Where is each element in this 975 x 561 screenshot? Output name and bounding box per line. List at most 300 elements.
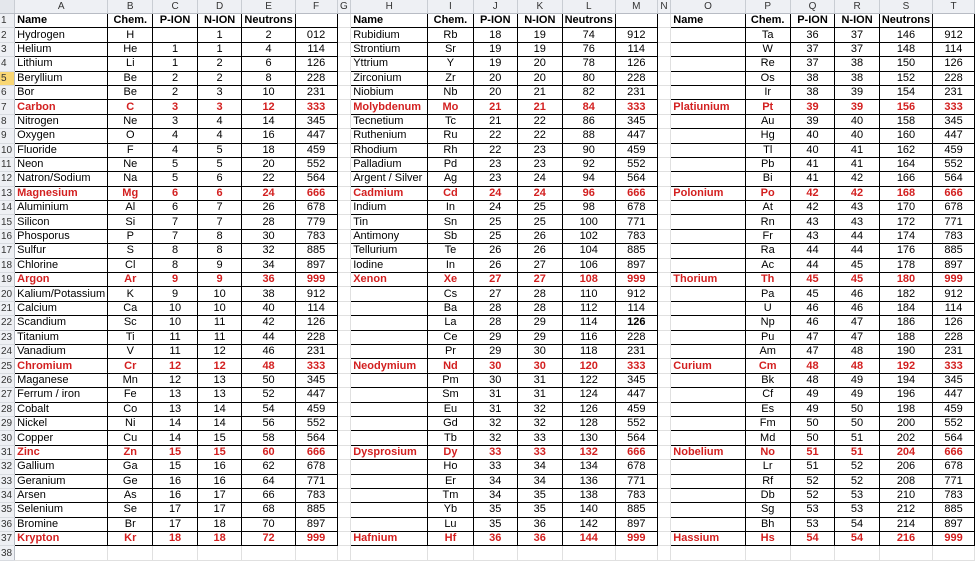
cell[interactable] bbox=[671, 488, 745, 502]
cell[interactable]: Br bbox=[108, 517, 153, 531]
cell[interactable]: 459 bbox=[933, 143, 975, 157]
cell[interactable]: 174 bbox=[879, 229, 932, 243]
empty-cell[interactable] bbox=[657, 431, 671, 445]
cell[interactable]: 5 bbox=[197, 157, 242, 171]
cell[interactable]: 41 bbox=[790, 157, 834, 171]
cell[interactable] bbox=[562, 546, 615, 560]
cell[interactable]: Carbon bbox=[15, 100, 108, 114]
cell[interactable]: Cs bbox=[428, 287, 473, 301]
cell[interactable]: Molybdenum bbox=[351, 100, 428, 114]
empty-cell[interactable] bbox=[657, 229, 671, 243]
empty-cell[interactable] bbox=[337, 172, 351, 186]
empty-cell[interactable] bbox=[337, 330, 351, 344]
cell[interactable]: Titanium bbox=[15, 330, 108, 344]
cell[interactable]: 106 bbox=[562, 258, 615, 272]
cell[interactable]: 28 bbox=[518, 301, 563, 315]
cell[interactable]: 26 bbox=[473, 244, 517, 258]
cell[interactable]: 178 bbox=[879, 258, 932, 272]
row-header[interactable]: 18 bbox=[0, 258, 15, 272]
cell[interactable]: 8 bbox=[153, 244, 197, 258]
empty-cell[interactable] bbox=[657, 532, 671, 546]
cell[interactable]: 216 bbox=[879, 532, 932, 546]
cell[interactable]: He bbox=[108, 42, 153, 56]
cell[interactable]: 3 bbox=[197, 85, 242, 99]
cell[interactable]: Tecnetium bbox=[351, 114, 428, 128]
row-header[interactable]: 6 bbox=[0, 85, 15, 99]
cell[interactable]: 152 bbox=[879, 71, 932, 85]
cell[interactable] bbox=[671, 172, 745, 186]
cell[interactable]: 6 bbox=[197, 172, 242, 186]
cell[interactable]: Tc bbox=[428, 114, 473, 128]
cell[interactable]: 228 bbox=[295, 330, 337, 344]
cell[interactable]: Arsen bbox=[15, 488, 108, 502]
cell[interactable] bbox=[351, 416, 428, 430]
cell[interactable]: 27 bbox=[518, 273, 563, 287]
empty-cell[interactable] bbox=[337, 532, 351, 546]
cell[interactable]: Chem. bbox=[428, 14, 473, 28]
empty-cell[interactable] bbox=[657, 460, 671, 474]
cell[interactable]: 29 bbox=[473, 344, 517, 358]
row-header[interactable]: 33 bbox=[0, 474, 15, 488]
cell[interactable]: Np bbox=[745, 316, 790, 330]
empty-cell[interactable] bbox=[657, 71, 671, 85]
cell[interactable]: 84 bbox=[562, 100, 615, 114]
cell[interactable]: Es bbox=[745, 402, 790, 416]
cell[interactable]: Argon bbox=[15, 273, 108, 287]
empty-cell[interactable] bbox=[657, 186, 671, 200]
cell[interactable]: 21 bbox=[518, 85, 563, 99]
cell[interactable] bbox=[671, 301, 745, 315]
cell[interactable]: Db bbox=[745, 488, 790, 502]
cell[interactable]: 45 bbox=[835, 258, 880, 272]
cell[interactable]: Ir bbox=[745, 85, 790, 99]
cell[interactable] bbox=[473, 546, 517, 560]
cell[interactable]: Rh bbox=[428, 143, 473, 157]
cell[interactable]: 678 bbox=[615, 201, 657, 215]
cell[interactable]: Lu bbox=[428, 517, 473, 531]
cell[interactable]: 26 bbox=[242, 201, 295, 215]
cell[interactable] bbox=[351, 402, 428, 416]
cell[interactable]: Sg bbox=[745, 503, 790, 517]
cell[interactable]: 231 bbox=[615, 85, 657, 99]
cell[interactable]: 45 bbox=[790, 273, 834, 287]
cell[interactable]: 21 bbox=[473, 114, 517, 128]
cell[interactable] bbox=[671, 71, 745, 85]
cell[interactable]: Sulfur bbox=[15, 244, 108, 258]
cell[interactable]: 678 bbox=[933, 460, 975, 474]
cell[interactable]: Y bbox=[428, 57, 473, 71]
cell[interactable]: 46 bbox=[790, 316, 834, 330]
cell[interactable]: Ca bbox=[108, 301, 153, 315]
cell[interactable]: 783 bbox=[295, 488, 337, 502]
cell[interactable] bbox=[428, 546, 473, 560]
cell[interactable]: 60 bbox=[242, 445, 295, 459]
cell[interactable] bbox=[518, 546, 563, 560]
cell[interactable]: 132 bbox=[562, 445, 615, 459]
cell[interactable]: 666 bbox=[933, 186, 975, 200]
cell[interactable]: 126 bbox=[295, 316, 337, 330]
cell[interactable]: 552 bbox=[615, 157, 657, 171]
cell[interactable]: 47 bbox=[835, 316, 880, 330]
cell[interactable]: 345 bbox=[615, 114, 657, 128]
cell[interactable]: 447 bbox=[615, 388, 657, 402]
row-header[interactable]: 4 bbox=[0, 57, 15, 71]
cell[interactable]: Gallium bbox=[15, 460, 108, 474]
cell[interactable]: Ga bbox=[108, 460, 153, 474]
cell[interactable]: 999 bbox=[295, 532, 337, 546]
cell[interactable]: 44 bbox=[835, 244, 880, 258]
cell[interactable]: Neodymium bbox=[351, 359, 428, 373]
cell[interactable]: 22 bbox=[473, 143, 517, 157]
cell[interactable]: 345 bbox=[933, 114, 975, 128]
cell[interactable]: La bbox=[428, 316, 473, 330]
cell[interactable]: 231 bbox=[933, 85, 975, 99]
cell[interactable]: Beryllium bbox=[15, 71, 108, 85]
cell[interactable]: Hassium bbox=[671, 532, 745, 546]
cell[interactable]: 39 bbox=[835, 100, 880, 114]
cell[interactable]: Ne bbox=[108, 114, 153, 128]
cell[interactable]: 11 bbox=[153, 330, 197, 344]
cell[interactable]: Co bbox=[108, 402, 153, 416]
cell[interactable]: Hafnium bbox=[351, 532, 428, 546]
empty-cell[interactable] bbox=[657, 287, 671, 301]
cell[interactable] bbox=[351, 488, 428, 502]
cell[interactable]: At bbox=[745, 201, 790, 215]
cell[interactable]: 912 bbox=[615, 28, 657, 42]
cell[interactable]: 47 bbox=[835, 330, 880, 344]
empty-cell[interactable] bbox=[657, 474, 671, 488]
cell[interactable] bbox=[351, 503, 428, 517]
cell[interactable]: 210 bbox=[879, 488, 932, 502]
cell[interactable]: 9 bbox=[153, 273, 197, 287]
cell[interactable]: 166 bbox=[879, 172, 932, 186]
cell[interactable]: 12 bbox=[153, 373, 197, 387]
row-header[interactable]: 12 bbox=[0, 172, 15, 186]
cell[interactable] bbox=[351, 460, 428, 474]
cell[interactable]: 114 bbox=[933, 301, 975, 315]
cell[interactable]: 130 bbox=[562, 431, 615, 445]
cell[interactable]: Er bbox=[428, 474, 473, 488]
cell[interactable]: 333 bbox=[933, 100, 975, 114]
cell[interactable]: 76 bbox=[562, 42, 615, 56]
cell[interactable]: 32 bbox=[518, 416, 563, 430]
cell[interactable]: 885 bbox=[615, 244, 657, 258]
cell[interactable]: 44 bbox=[790, 244, 834, 258]
cell[interactable]: 46 bbox=[242, 344, 295, 358]
cell[interactable]: 10 bbox=[153, 301, 197, 315]
cell[interactable]: 228 bbox=[615, 71, 657, 85]
cell[interactable] bbox=[671, 373, 745, 387]
cell[interactable]: 11 bbox=[153, 344, 197, 358]
cell[interactable]: 23 bbox=[473, 157, 517, 171]
cell[interactable]: 24 bbox=[473, 201, 517, 215]
cell[interactable]: 564 bbox=[615, 431, 657, 445]
cell[interactable]: 10 bbox=[242, 85, 295, 99]
row-header[interactable]: 35 bbox=[0, 503, 15, 517]
cell[interactable]: 42 bbox=[790, 201, 834, 215]
cell[interactable]: Ge bbox=[108, 474, 153, 488]
cell[interactable]: 12 bbox=[197, 344, 242, 358]
cell[interactable]: 112 bbox=[562, 301, 615, 315]
cell[interactable]: Ac bbox=[745, 258, 790, 272]
cell[interactable]: Palladium bbox=[351, 157, 428, 171]
cell[interactable]: 40 bbox=[835, 114, 880, 128]
cell[interactable]: 34 bbox=[518, 460, 563, 474]
cell[interactable]: 345 bbox=[933, 373, 975, 387]
cell[interactable]: 34 bbox=[518, 474, 563, 488]
cell[interactable]: 39 bbox=[790, 100, 834, 114]
empty-cell[interactable] bbox=[657, 301, 671, 315]
cell[interactable]: Tb bbox=[428, 431, 473, 445]
cell[interactable]: 150 bbox=[879, 57, 932, 71]
cell[interactable]: 8 bbox=[153, 258, 197, 272]
cell[interactable]: 10 bbox=[197, 287, 242, 301]
cell[interactable] bbox=[671, 229, 745, 243]
cell[interactable]: 999 bbox=[615, 273, 657, 287]
column-header-e[interactable]: E bbox=[242, 0, 295, 14]
cell[interactable] bbox=[153, 546, 197, 560]
cell[interactable]: 783 bbox=[295, 229, 337, 243]
cell[interactable]: 447 bbox=[295, 129, 337, 143]
cell[interactable]: N-ION bbox=[197, 14, 242, 28]
cell[interactable]: 56 bbox=[242, 416, 295, 430]
cell[interactable]: 43 bbox=[835, 201, 880, 215]
empty-cell[interactable] bbox=[337, 157, 351, 171]
empty-cell[interactable] bbox=[657, 14, 671, 28]
cell[interactable]: 41 bbox=[835, 157, 880, 171]
cell[interactable]: 22 bbox=[473, 129, 517, 143]
cell[interactable]: 447 bbox=[933, 388, 975, 402]
cell[interactable]: 49 bbox=[835, 388, 880, 402]
cell[interactable]: 202 bbox=[879, 431, 932, 445]
cell[interactable]: 31 bbox=[518, 388, 563, 402]
cell[interactable]: Sb bbox=[428, 229, 473, 243]
cell[interactable]: 447 bbox=[615, 129, 657, 143]
cell[interactable]: Zr bbox=[428, 71, 473, 85]
cell[interactable]: 82 bbox=[562, 85, 615, 99]
cell[interactable]: 41 bbox=[835, 143, 880, 157]
cell[interactable]: 19 bbox=[518, 28, 563, 42]
cell[interactable]: 771 bbox=[615, 215, 657, 229]
cell[interactable]: 104 bbox=[562, 244, 615, 258]
cell[interactable]: 126 bbox=[562, 402, 615, 416]
column-header-i[interactable]: I bbox=[428, 0, 473, 14]
cell[interactable]: Re bbox=[745, 57, 790, 71]
cell[interactable]: 114 bbox=[562, 316, 615, 330]
cell[interactable]: 168 bbox=[879, 186, 932, 200]
cell[interactable]: 38 bbox=[790, 85, 834, 99]
row-header[interactable]: 19 bbox=[0, 273, 15, 287]
empty-cell[interactable] bbox=[337, 546, 351, 560]
cell[interactable]: 38 bbox=[790, 71, 834, 85]
cell[interactable]: Neutrons bbox=[242, 14, 295, 28]
cell[interactable]: 62 bbox=[242, 460, 295, 474]
cell[interactable]: 14 bbox=[197, 402, 242, 416]
cell[interactable]: 28 bbox=[242, 215, 295, 229]
empty-cell[interactable] bbox=[337, 474, 351, 488]
empty-cell[interactable] bbox=[337, 143, 351, 157]
cell[interactable] bbox=[671, 57, 745, 71]
cell[interactable]: 48 bbox=[835, 344, 880, 358]
cell[interactable] bbox=[351, 474, 428, 488]
cell[interactable]: 23 bbox=[518, 157, 563, 171]
cell[interactable]: Chlorine bbox=[15, 258, 108, 272]
column-header-f[interactable]: F bbox=[295, 0, 337, 14]
cell[interactable]: Gd bbox=[428, 416, 473, 430]
cell[interactable]: Geranium bbox=[15, 474, 108, 488]
cell[interactable]: 32 bbox=[242, 244, 295, 258]
cell[interactable]: Mn bbox=[108, 373, 153, 387]
row-header[interactable]: 11 bbox=[0, 157, 15, 171]
cell[interactable]: Kalium/Potassium bbox=[15, 287, 108, 301]
cell[interactable]: 23 bbox=[518, 143, 563, 157]
cell[interactable]: 25 bbox=[518, 215, 563, 229]
cell[interactable]: 8 bbox=[197, 229, 242, 243]
cell[interactable]: 32 bbox=[473, 431, 517, 445]
cell[interactable]: As bbox=[108, 488, 153, 502]
cell[interactable]: 1 bbox=[153, 57, 197, 71]
cell[interactable]: 4 bbox=[153, 129, 197, 143]
cell[interactable]: 897 bbox=[933, 517, 975, 531]
cell[interactable]: 34 bbox=[473, 474, 517, 488]
cell[interactable]: Ho bbox=[428, 460, 473, 474]
cell[interactable]: 46 bbox=[835, 301, 880, 315]
cell[interactable]: Ta bbox=[745, 28, 790, 42]
cell[interactable]: Pt bbox=[745, 100, 790, 114]
cell[interactable] bbox=[108, 546, 153, 560]
cell[interactable]: 48 bbox=[242, 359, 295, 373]
cell[interactable]: 459 bbox=[615, 402, 657, 416]
column-header-o[interactable]: O bbox=[671, 0, 745, 14]
cell[interactable]: 20 bbox=[242, 157, 295, 171]
empty-cell[interactable] bbox=[657, 445, 671, 459]
cell[interactable]: 885 bbox=[615, 503, 657, 517]
cell[interactable]: Bi bbox=[745, 172, 790, 186]
empty-cell[interactable] bbox=[657, 201, 671, 215]
cell[interactable]: 38 bbox=[835, 71, 880, 85]
cell[interactable]: 28 bbox=[473, 301, 517, 315]
cell[interactable]: F bbox=[108, 143, 153, 157]
cell[interactable]: 72 bbox=[242, 532, 295, 546]
cell[interactable]: Pd bbox=[428, 157, 473, 171]
cell[interactable]: Pm bbox=[428, 373, 473, 387]
cell[interactable]: 999 bbox=[295, 273, 337, 287]
cell[interactable]: In bbox=[428, 201, 473, 215]
cell[interactable]: 40 bbox=[790, 129, 834, 143]
cell[interactable]: 42 bbox=[835, 186, 880, 200]
cell[interactable]: 897 bbox=[295, 258, 337, 272]
cell[interactable]: Zinc bbox=[15, 445, 108, 459]
cell[interactable]: 897 bbox=[295, 517, 337, 531]
empty-cell[interactable] bbox=[657, 42, 671, 56]
cell[interactable]: 897 bbox=[615, 258, 657, 272]
cell[interactable]: 15 bbox=[197, 431, 242, 445]
column-header-c[interactable]: C bbox=[153, 0, 197, 14]
cell[interactable]: 86 bbox=[562, 114, 615, 128]
empty-cell[interactable] bbox=[337, 201, 351, 215]
cell[interactable]: K bbox=[108, 287, 153, 301]
cell[interactable]: 29 bbox=[473, 330, 517, 344]
cell[interactable]: 33 bbox=[473, 460, 517, 474]
row-header[interactable]: 23 bbox=[0, 330, 15, 344]
cell[interactable]: 228 bbox=[295, 71, 337, 85]
cell[interactable]: No bbox=[745, 445, 790, 459]
cell[interactable]: Tin bbox=[351, 215, 428, 229]
cell[interactable] bbox=[671, 316, 745, 330]
row-header[interactable]: 25 bbox=[0, 359, 15, 373]
cell[interactable]: 43 bbox=[835, 215, 880, 229]
cell[interactable] bbox=[615, 14, 657, 28]
cell[interactable]: 35 bbox=[473, 517, 517, 531]
cell[interactable]: 564 bbox=[295, 172, 337, 186]
cell[interactable]: 47 bbox=[790, 344, 834, 358]
cell[interactable]: 204 bbox=[879, 445, 932, 459]
cell[interactable]: Rhodium bbox=[351, 143, 428, 157]
cell[interactable]: 208 bbox=[879, 474, 932, 488]
cell[interactable]: Xe bbox=[428, 273, 473, 287]
cell[interactable]: P-ION bbox=[473, 14, 517, 28]
cell[interactable]: 18 bbox=[197, 532, 242, 546]
row-header[interactable]: 22 bbox=[0, 316, 15, 330]
cell[interactable]: 54 bbox=[242, 402, 295, 416]
cell[interactable]: 53 bbox=[835, 503, 880, 517]
cell[interactable]: 29 bbox=[518, 316, 563, 330]
cell[interactable] bbox=[745, 546, 790, 560]
cell[interactable]: 37 bbox=[790, 42, 834, 56]
cell[interactable]: 1 bbox=[197, 42, 242, 56]
cell[interactable]: 38 bbox=[242, 287, 295, 301]
cell[interactable]: Si bbox=[108, 215, 153, 229]
row-header[interactable]: 15 bbox=[0, 215, 15, 229]
column-header-m[interactable]: M bbox=[615, 0, 657, 14]
row-header[interactable]: 30 bbox=[0, 431, 15, 445]
cell[interactable] bbox=[351, 373, 428, 387]
empty-cell[interactable] bbox=[657, 517, 671, 531]
column-header-p[interactable]: P bbox=[745, 0, 790, 14]
empty-cell[interactable] bbox=[657, 388, 671, 402]
cell[interactable]: 53 bbox=[790, 517, 834, 531]
cell[interactable]: 164 bbox=[879, 157, 932, 171]
cell[interactable]: Antimony bbox=[351, 229, 428, 243]
cell[interactable]: 33 bbox=[518, 445, 563, 459]
cell[interactable]: 38 bbox=[835, 57, 880, 71]
empty-cell[interactable] bbox=[337, 517, 351, 531]
cell[interactable]: 231 bbox=[295, 344, 337, 358]
cell[interactable]: 214 bbox=[879, 517, 932, 531]
cell[interactable] bbox=[671, 344, 745, 358]
cell[interactable]: 999 bbox=[615, 532, 657, 546]
cell[interactable]: Rf bbox=[745, 474, 790, 488]
cell[interactable]: Dy bbox=[428, 445, 473, 459]
cell[interactable] bbox=[671, 460, 745, 474]
cell[interactable]: Cm bbox=[745, 359, 790, 373]
cell[interactable]: 912 bbox=[933, 287, 975, 301]
cell[interactable]: Cadmium bbox=[351, 186, 428, 200]
cell[interactable]: 41 bbox=[790, 172, 834, 186]
cell[interactable]: 16 bbox=[153, 488, 197, 502]
empty-cell[interactable] bbox=[337, 229, 351, 243]
cell[interactable]: 12 bbox=[153, 359, 197, 373]
cell[interactable]: 14 bbox=[242, 114, 295, 128]
cell[interactable]: P bbox=[108, 229, 153, 243]
cell[interactable]: Nb bbox=[428, 85, 473, 99]
cell[interactable]: Nitrogen bbox=[15, 114, 108, 128]
column-header-h[interactable]: H bbox=[351, 0, 428, 14]
cell[interactable] bbox=[351, 431, 428, 445]
cell[interactable] bbox=[197, 546, 242, 560]
cell[interactable]: 154 bbox=[879, 85, 932, 99]
cell[interactable]: 102 bbox=[562, 229, 615, 243]
